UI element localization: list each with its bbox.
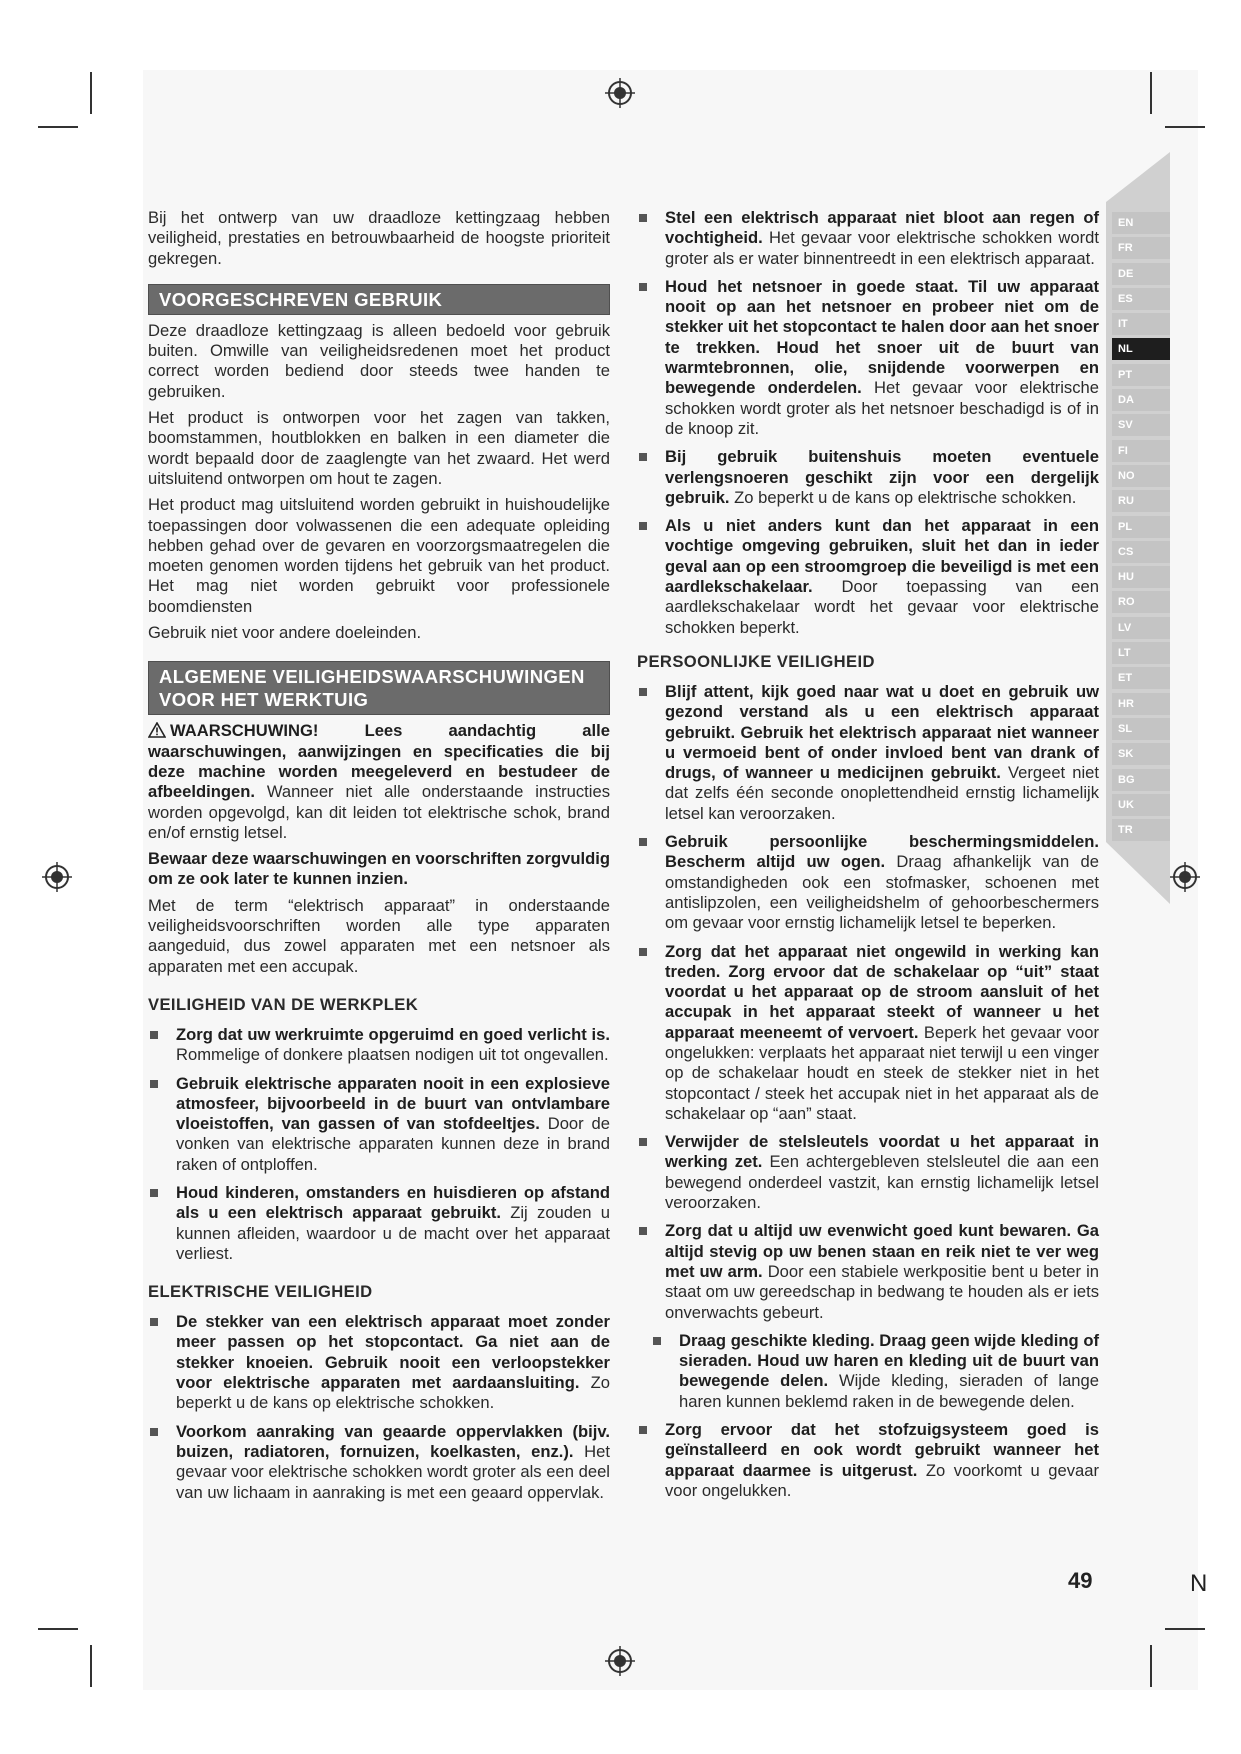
- keep-instructions-bold: Bewaar deze waarschuwingen en voorschriften zorgvuldig om ze ook later te kunnen inzien.: [148, 849, 610, 889]
- section-heading-intended-use: VOORGESCHREVEN GEBRUIK: [148, 284, 610, 315]
- crop-mark: [1165, 1628, 1205, 1630]
- list-item-bold: Zorg dat u altijd uw evenwicht goed kunt bewaren. Ga altijd stevig op uw benen staan en reik niet te ver weg met uw arm.: [665, 1221, 1099, 1281]
- list-item-text: Door een stabiele werkpositie bent u beter in staat om uw gereedschap in bedwang te houden als er iets onverwachts gebeurt.: [665, 1261, 1100, 1322]
- language-tab-hu: HU: [1112, 566, 1170, 588]
- warning-triangle-icon: [148, 722, 166, 738]
- crop-mark: [1165, 126, 1205, 128]
- language-tab-nl: NL: [1112, 338, 1170, 360]
- list-item: [637, 1420, 1099, 1501]
- crop-mark: [38, 1628, 78, 1630]
- list-item-text: Rommelige of donkere plaatsen nodigen uit tot ongevallen.: [176, 1045, 609, 1065]
- edge-letter: N: [1190, 1570, 1208, 1597]
- section-heading-line: ALGEMENE VEILIGHEIDSWAARSCHUWINGEN: [159, 666, 585, 688]
- registration-mark-icon: [42, 862, 72, 892]
- list-item: [637, 832, 1099, 933]
- list-item-bold: Bij gebruik buitenshuis moeten eventuele verlengsnoeren geschikt zijn voor een dergelijk gebruik.: [665, 447, 1099, 507]
- list-item-text: Zij zouden u kunnen afleiden, waardoor u de macht over het apparaat verliest.: [176, 1203, 610, 1263]
- language-tab-tr: TR: [1112, 819, 1170, 841]
- language-tab-fi: FI: [1112, 440, 1170, 462]
- page-number: 49: [1068, 1568, 1093, 1593]
- list-item-bold: Houd het netsnoer in goede staat. Til uw apparaat nooit op aan het netsnoer en probeer niet om de stekker uit het stopcontact te halen door aan het snoer te trekken. Houd het snoer uit de buurt van warmtebronnen, olie, snijdende voorwerpen en bewegende onderdelen.: [665, 276, 1099, 398]
- list-item-bold: Zorg dat uw werkruimte opgeruimd en goed verlicht is.: [176, 1024, 610, 1044]
- list-item: [637, 277, 1099, 439]
- language-tab-en: EN: [1112, 212, 1170, 234]
- workplace-safety-list: [148, 1025, 610, 1264]
- keep-instructions-paragraph: [148, 849, 610, 890]
- list-item: [148, 1183, 610, 1264]
- language-tab-ru: RU: [1112, 490, 1170, 512]
- list-item-bold: Houd kinderen, omstanders en huisdieren op afstand als u een elektrisch apparaat gebruikt.: [176, 1182, 610, 1223]
- list-item-bold: Draag geschikte kleding. Draag geen wijde kleding of sieraden. Houd uw haren en kleding uit de buurt van bewegende delen.: [679, 1330, 1099, 1391]
- section-heading-safety-warnings: [148, 661, 610, 715]
- list-item: [637, 1331, 1099, 1412]
- list-item-text: Het gevaar voor elektrische schokken wordt groter als het netsnoer beschadigd is of in de knoop zit.: [665, 378, 1099, 438]
- electrical-safety-list: [148, 1312, 610, 1503]
- personal-safety-list: [637, 682, 1099, 1501]
- language-tab-no: NO: [1112, 465, 1170, 487]
- term-definition-paragraph: Met de term “elektrisch apparaat” in onderstaande veiligheidsvoorschriften worden alle type apparaten aangeduid, dus zowel apparaten met een netsnoer als apparaten met een accupak.: [148, 895, 610, 976]
- list-item-text: Draag afhankelijk van de omstandigheden ook een stofmasker, schoenen met antislipzolen, een veiligheidshelm of gehoorbeschermers om gevaar voor ernstig lichamelijk letsel te beperken.: [665, 852, 1099, 933]
- language-tab-lt: LT: [1112, 642, 1170, 664]
- right-column: [637, 208, 1099, 1509]
- left-column: [148, 208, 610, 1511]
- language-tab-es: ES: [1112, 288, 1170, 310]
- language-tab-et: ET: [1112, 667, 1170, 689]
- list-item-text: Beperk het gevaar voor ongelukken: verplaats het apparaat niet terwijl u een vinger op de schakelaar houdt en steek de stekker niet in het stopcontact / steek het accupak niet in het apparaat als de schakelaar op “aan” staat.: [665, 1022, 1099, 1123]
- language-tab-hr: HR: [1112, 693, 1170, 715]
- language-tab-pt: PT: [1112, 364, 1170, 386]
- warning-text: Wanneer niet alle onderstaande instructies worden opgevolgd, kan dit leiden tot elektrische schok, brand en/of ernstig letsel.: [148, 782, 610, 842]
- list-item-text: Het gevaar voor elektrische schokken wordt groter als er water binnentreedt in een elektrisch apparaat.: [665, 228, 1099, 268]
- intro-paragraph: Bij het ontwerp van uw draadloze kettingzaag hebben veiligheid, prestaties en betrouwbaarheid de hoogste prioriteit gekregen.: [148, 208, 610, 268]
- registration-mark-icon: [605, 78, 635, 108]
- list-item-text: Zo beperkt u de kans op elektrische schokken.: [176, 1373, 610, 1413]
- list-item: [637, 516, 1099, 638]
- list-item-text: Vergeet niet dat zelfs één seconde onoplettendheid ernstig lichamelijk letsel kan veroorzaken.: [665, 763, 1099, 823]
- registration-mark-icon: [1170, 862, 1200, 892]
- list-item: [637, 1132, 1099, 1213]
- registration-mark-icon: [605, 1646, 635, 1676]
- list-item-text: Door toepassing van een aardlekschakelaar wordt het gevaar voor elektrische schokken beperkt.: [665, 577, 1099, 637]
- list-item: [637, 942, 1099, 1125]
- list-item: [637, 682, 1099, 824]
- warning-bold-text: WAARSCHUWING! Lees aandachtig alle waarschuwingen, aanwijzingen en specificaties die bij deze machine worden meegeleverd en bestudeer de afbeeldingen.: [148, 721, 610, 802]
- list-item-text: Wijde kleding, sieraden of lange haren kunnen beklemd raken in de bewegende delen.: [679, 1371, 1099, 1411]
- intended-use-paragraph: Deze draadloze kettingzaag is alleen bedoeld voor gebruik buiten. Omwille van veiligheidsredenen moet het product correct worden bediend door steeds twee handen te gebruiken.: [148, 320, 610, 401]
- list-item-text: Zo voorkomt u gevaar voor ongelukken.: [665, 1460, 1099, 1500]
- list-item-bold: Zorg ervoor dat het stofzuigsysteem goed is geïnstalleerd en ook wordt gebruikt wanneer het apparaat daarmee is uitgerust.: [665, 1420, 1099, 1480]
- list-item-text: Een achtergebleven stelsleutel die aan een bewegend onderdeel vastzit, kan ernstig lichamelijk letsel veroorzaken.: [665, 1152, 1099, 1213]
- electrical-safety-list-continued: [637, 208, 1099, 638]
- language-tab-cs: CS: [1112, 541, 1170, 563]
- list-item: [637, 447, 1099, 508]
- list-item-bold: Als u niet anders kunt dan het apparaat in een vochtige omgeving gebruiken, sluit het dan in ieder geval aan op een stroomgroep die beveiligd is met een aardlekschakelaar.: [665, 516, 1099, 597]
- warning-paragraph: [148, 721, 610, 843]
- list-item-bold: Blijf attent, kijk goed naar wat u doet en gebruik uw gezond verstand als u een elektrisch apparaat gebruikt. Gebruik het elektrisch apparaat niet wanneer u vermoeid bent of onder invloed bent van drank of drugs, of wanneer u medicijnen gebruikt.: [665, 681, 1099, 783]
- crop-mark: [90, 72, 92, 114]
- list-item-text: Het gevaar voor elektrische schokken wordt groter als een deel van uw lichaam in aanraking is met een geaard oppervlak.: [176, 1441, 610, 1502]
- intended-use-paragraph: Gebruik niet voor andere doeleinden.: [148, 623, 422, 643]
- list-item-bold: Voorkom aanraking van geaarde oppervlakken (bijv. buizen, radiatoren, fornuizen, koelkasten, enz.).: [176, 1421, 610, 1461]
- language-tab-uk: UK: [1112, 794, 1170, 816]
- language-index: [1112, 212, 1170, 844]
- list-item: [148, 1312, 610, 1413]
- crop-mark: [38, 126, 78, 128]
- crop-mark: [90, 1645, 92, 1687]
- list-item-bold: Gebruik persoonlijke beschermingsmiddelen. Bescherm altijd uw ogen.: [665, 832, 1099, 872]
- list-item-bold: Gebruik elektrische apparaten nooit in een explosieve atmosfeer, bijvoorbeeld in de buurt van ontvlambare vloeistoffen, van gassen of van stofdeeltjes.: [176, 1073, 610, 1134]
- list-item: [637, 1221, 1099, 1322]
- section-heading-line: VOOR HET WERKTUIG: [159, 689, 369, 711]
- list-item: [637, 208, 1099, 269]
- crop-mark: [1150, 1645, 1152, 1687]
- language-tab-da: DA: [1112, 389, 1170, 411]
- language-tab-it: IT: [1112, 313, 1170, 335]
- language-tab-sl: SL: [1112, 718, 1170, 740]
- language-tab-lv: LV: [1112, 617, 1170, 639]
- list-item: [148, 1025, 610, 1066]
- language-tab-bg: BG: [1112, 769, 1170, 791]
- list-item-bold: Zorg dat het apparaat niet ongewild in werking kan treden. Zorg ervoor dat de schakelaar op “uit” staat voordat u het apparaat op de stroom aansluit of het accupak in het apparaat steekt of wanneer u het apparaat meeneemt of vervoert.: [665, 941, 1099, 1042]
- subheading-electrical-safety: ELEKTRISCHE VEILIGHEID: [148, 1282, 373, 1302]
- language-tab-pl: PL: [1112, 516, 1170, 538]
- list-item-bold: De stekker van een elektrisch apparaat moet zonder meer passen op het stopcontact. Ga niet aan de stekker knoeien. Gebruik nooit een verloopstekker voor elektrische apparaten met aardaansluiting.: [176, 1312, 610, 1393]
- intended-use-paragraph: Het product mag uitsluitend worden gebruikt in huishoudelijke toepassingen door volwassenen die een adequate opleiding hebben gehad over de gevaren en voorzorgsmaatregelen die moeten genomen worden tijdens het gebruik van het product. Het mag niet worden gebruikt voor professionele boomdiensten: [148, 495, 610, 616]
- language-tab-ro: RO: [1112, 591, 1170, 613]
- subheading-workplace-safety: VEILIGHEID VAN DE WERKPLEK: [148, 994, 419, 1014]
- language-tab-de: DE: [1112, 263, 1170, 285]
- list-item-bold: Stel een elektrisch apparaat niet bloot aan regen of vochtigheid.: [665, 208, 1099, 248]
- list-item: [148, 1074, 610, 1175]
- list-item-text: Zo beperkt u de kans op elektrische schokken.: [729, 487, 1077, 507]
- subheading-personal-safety: PERSOONLIJKE VEILIGHEID: [637, 651, 875, 671]
- crop-mark: [1150, 72, 1152, 114]
- language-tab-sv: SV: [1112, 414, 1170, 436]
- language-tab-sk: SK: [1112, 743, 1170, 765]
- language-tab-fr: FR: [1112, 237, 1170, 259]
- list-item-bold: Verwijder de stelsleutels voordat u het apparaat in werking zet.: [665, 1132, 1099, 1172]
- intended-use-paragraph: Het product is ontworpen voor het zagen van takken, boomstammen, houtblokken en balken in een diameter die wordt bepaald door de zaaglengte van het zwaard. Het werd uitsluitend ontworpen om hout te zagen.: [148, 408, 610, 488]
- list-item-text: Door de vonken van elektrische apparaten kunnen deze in brand raken of ontploffen.: [176, 1114, 610, 1174]
- list-item: [148, 1422, 610, 1503]
